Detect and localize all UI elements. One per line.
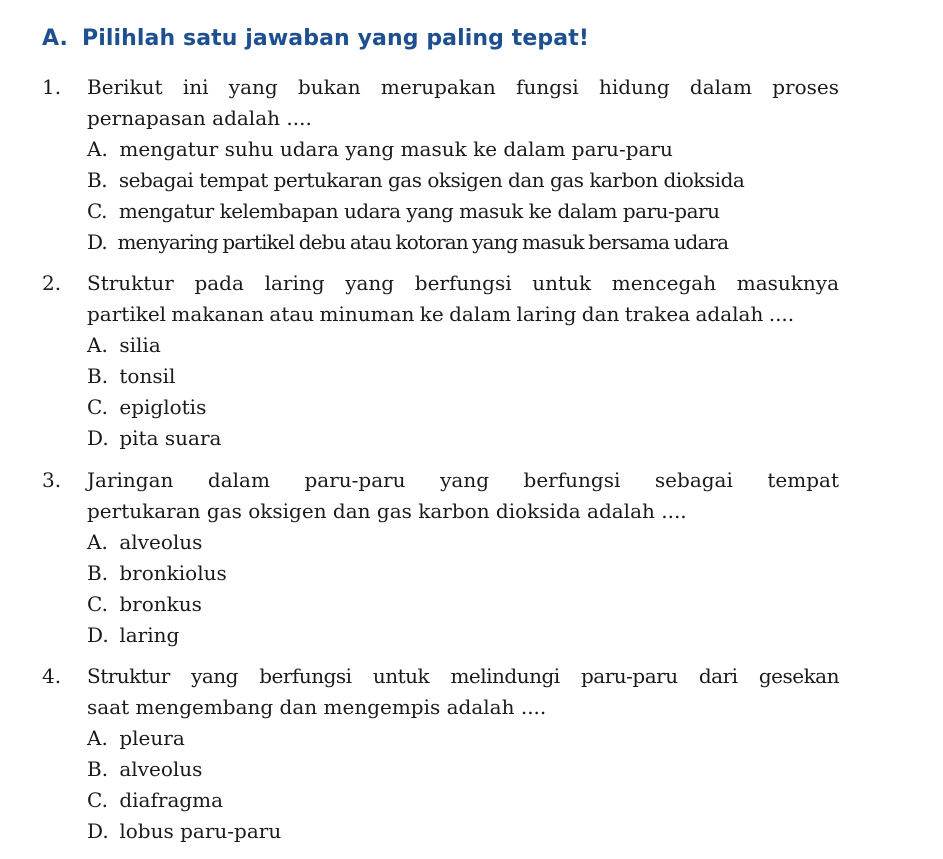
question-2 — [42, 268, 842, 454]
answer-options — [87, 723, 281, 847]
answer-option-c[interactable] — [87, 785, 281, 816]
answer-option-d[interactable] — [87, 423, 221, 454]
option-text: diafragma — [119, 788, 224, 812]
answer-options — [87, 134, 744, 258]
answer-options — [87, 330, 221, 454]
option-text: alveolus — [119, 757, 203, 781]
option-text: menyaring partikel debu atau kotoran yang masuk bersama udara — [117, 230, 729, 254]
option-letter: B. — [87, 364, 109, 388]
option-letter: B. — [87, 168, 108, 192]
option-letter: C. — [87, 592, 108, 616]
option-letter: B. — [87, 757, 109, 781]
option-letter: D. — [87, 426, 109, 450]
option-text: laring — [119, 623, 180, 647]
question-stem-line: saat mengembang dan mengempis adalah .... — [87, 695, 547, 719]
question-stem-line: Berikut ini yang bukan merupakan fungsi hidung dalam proses — [87, 75, 839, 99]
answer-option-d[interactable] — [87, 227, 744, 258]
option-letter: A. — [87, 726, 108, 750]
option-letter: C. — [87, 395, 108, 419]
option-letter: A. — [87, 530, 108, 554]
section-letter: A. — [42, 26, 68, 51]
question-stem — [87, 465, 839, 527]
answer-option-c[interactable] — [87, 196, 744, 227]
option-text: bronkus — [119, 592, 202, 616]
option-text: sebagai tempat pertukaran gas oksigen dan gas karbon dioksida — [118, 168, 745, 192]
option-text: tonsil — [119, 364, 176, 388]
question-stem-line: Jaringan dalam paru-paru yang berfungsi sebagai tempat — [87, 468, 839, 492]
option-letter: D. — [87, 623, 109, 647]
answer-option-a[interactable] — [87, 527, 227, 558]
answer-option-b[interactable] — [87, 165, 744, 196]
answer-option-b[interactable] — [87, 361, 221, 392]
option-text: alveolus — [119, 530, 203, 554]
option-letter: B. — [87, 561, 109, 585]
option-text: silia — [119, 333, 161, 357]
section-title: Pilihlah satu jawaban yang paling tepat! — [82, 26, 589, 51]
option-text: pita suara — [119, 426, 222, 450]
answer-option-c[interactable] — [87, 589, 227, 620]
option-letter: D. — [87, 230, 107, 254]
option-text: mengatur suhu udara yang masuk ke dalam paru-paru — [119, 137, 673, 161]
option-text: pleura — [119, 726, 185, 750]
answer-options — [87, 527, 227, 651]
question-number: 3. — [42, 468, 62, 492]
option-text: bronkiolus — [119, 561, 227, 585]
option-letter: D. — [87, 819, 109, 843]
answer-option-d[interactable] — [87, 620, 227, 651]
question-3 — [42, 465, 842, 651]
question-number: 2. — [42, 271, 62, 295]
question-stem-line: Struktur pada laring yang berfungsi untuk mencegah masuknya — [87, 271, 839, 295]
question-stem-line: Struktur yang berfungsi untuk melindungi paru-paru dari gesekan — [87, 664, 839, 688]
question-number: 1. — [42, 75, 62, 99]
answer-option-a[interactable] — [87, 134, 744, 165]
question-number: 4. — [42, 664, 62, 688]
section-heading — [42, 26, 589, 51]
question-1 — [42, 72, 842, 258]
answer-option-d[interactable] — [87, 816, 281, 847]
question-stem-line: partikel makanan atau minuman ke dalam laring dan trakea adalah .... — [87, 302, 795, 326]
answer-option-a[interactable] — [87, 330, 221, 361]
option-letter: A. — [87, 333, 108, 357]
option-text: lobus paru-paru — [119, 819, 282, 843]
question-stem — [87, 72, 839, 134]
option-letter: C. — [87, 199, 107, 223]
answer-option-c[interactable] — [87, 392, 221, 423]
option-letter: C. — [87, 788, 108, 812]
question-4 — [42, 661, 842, 851]
question-stem — [87, 268, 839, 330]
option-text: mengatur kelembapan udara yang masuk ke dalam paru-paru — [118, 199, 720, 223]
question-stem — [87, 661, 839, 723]
answer-option-b[interactable] — [87, 754, 281, 785]
option-text: epiglotis — [119, 395, 207, 419]
answer-option-b[interactable] — [87, 558, 227, 589]
question-stem-line: pernapasan adalah .... — [87, 106, 312, 130]
question-stem-line: pertukaran gas oksigen dan gas karbon dioksida adalah .... — [87, 499, 687, 523]
answer-option-a[interactable] — [87, 723, 281, 754]
option-letter: A. — [87, 137, 108, 161]
